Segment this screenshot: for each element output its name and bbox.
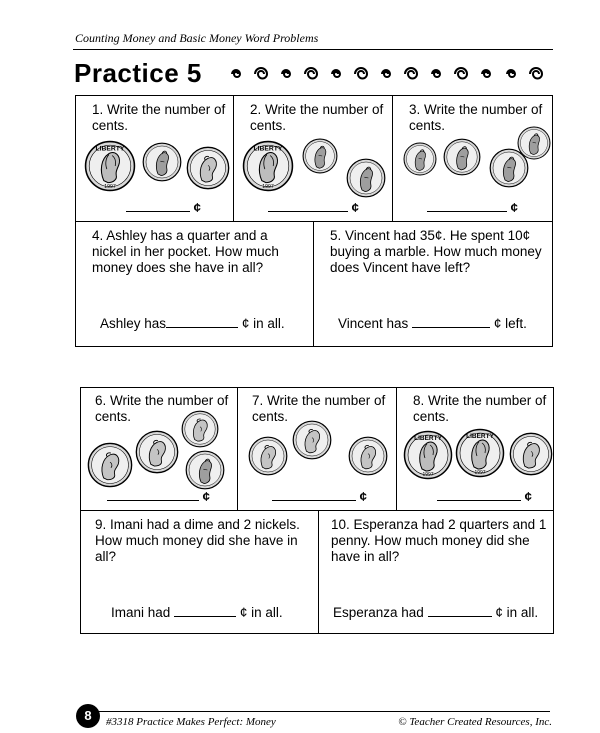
- spiral-icon: [530, 68, 542, 79]
- problem-6: [81, 388, 237, 510]
- coin-set: [238, 414, 396, 486]
- worksheet-grid-bottom: [80, 387, 554, 634]
- problem-4: [76, 222, 313, 347]
- coin-set: [81, 410, 237, 490]
- answer-line[interactable]: Esperanza had ¢ in all.: [333, 605, 539, 620]
- quarter-coin-icon: [455, 428, 505, 478]
- answer-blank[interactable]: ¢: [126, 200, 201, 216]
- problem-5: [314, 222, 553, 347]
- nickel-coin-icon: [87, 442, 133, 488]
- coin-year-text: 1997: [474, 470, 486, 476]
- nickel-coin-icon: [181, 410, 219, 448]
- problem-text: 6. Write the number of cents.: [95, 393, 229, 424]
- penny-coin-icon: [346, 158, 386, 198]
- spiral-icon: [482, 70, 490, 77]
- coin-liberty-text: LIBERTY: [414, 435, 442, 442]
- quarter-coin-icon: [84, 140, 136, 192]
- spiral-icon: [355, 68, 367, 79]
- quarter-coin-icon: [403, 430, 453, 480]
- problem-8: [397, 388, 554, 510]
- coin-year-text: 1997: [104, 183, 116, 190]
- quarter-coin-icon: [242, 140, 294, 192]
- header-rule: [73, 49, 553, 50]
- spiral-icon: [405, 68, 417, 79]
- answer-blank[interactable]: ¢: [427, 200, 518, 216]
- coin-set: [234, 136, 392, 196]
- spiral-icon: [332, 70, 340, 77]
- problem-text: 3. Write the number of cents.: [409, 102, 543, 133]
- penny-coin-icon: [443, 138, 481, 176]
- spiral-icon: [382, 70, 390, 77]
- penny-coin-icon: [142, 142, 182, 182]
- spiral-icon: [455, 68, 467, 79]
- problem-10: [319, 511, 554, 634]
- problem-3: [393, 96, 553, 221]
- coin-liberty-text: LIBERTY: [466, 433, 494, 440]
- answer-blank[interactable]: ¢: [268, 200, 359, 216]
- problem-2: [234, 96, 392, 221]
- footer-book-title: #3318 Practice Makes Perfect: Money: [106, 716, 276, 728]
- spiral-icon: [255, 68, 267, 79]
- coin-liberty-text: LIBERTY: [95, 145, 125, 153]
- coin-year-text: 1997: [262, 183, 274, 190]
- problem-text: 8. Write the number of cents.: [413, 393, 547, 424]
- nickel-coin-icon: [292, 420, 332, 460]
- answer-line[interactable]: Imani had ¢ in all.: [111, 605, 283, 620]
- problem-text: 7. Write the number of cents.: [252, 393, 386, 424]
- nickel-coin-icon: [348, 436, 388, 476]
- footer-rule: [80, 711, 550, 712]
- problem-text: 2. Write the number of cents.: [250, 102, 384, 133]
- nickel-coin-icon: [186, 146, 230, 190]
- worksheet-grid-top: [75, 95, 553, 347]
- coin-year-text: 1997: [422, 472, 434, 478]
- penny-coin-icon: [302, 138, 338, 174]
- page-number: 8: [76, 704, 100, 728]
- coin-liberty-text: LIBERTY: [253, 145, 283, 153]
- problem-text: 5. Vincent had 35¢. He spent 10¢ buying a marble. How much money does Vincent have left?: [330, 228, 542, 275]
- coin-set: [76, 136, 233, 196]
- nickel-coin-icon: [135, 430, 179, 474]
- footer-copyright: © Teacher Created Resources, Inc.: [398, 716, 552, 728]
- answer-blank[interactable]: ¢: [107, 489, 210, 505]
- spiral-icon: [432, 70, 440, 77]
- answer-blank[interactable]: ¢: [437, 489, 532, 505]
- spiral-icon: [305, 68, 317, 79]
- problem-text: 4. Ashley has a quarter and a nickel in her pocket. How much money does she have in all?: [92, 228, 279, 275]
- nickel-coin-icon: [509, 432, 553, 476]
- series-title: Counting Money and Basic Money Word Problems: [75, 31, 319, 45]
- coin-set: [393, 126, 553, 198]
- spiral-icon: [232, 70, 240, 77]
- nickel-coin-icon: [248, 436, 288, 476]
- penny-coin-icon: [517, 126, 551, 160]
- problem-1: [76, 96, 233, 221]
- problem-7: [238, 388, 396, 510]
- spiral-icon: [282, 70, 290, 77]
- problem-text: 1. Write the number of cents.: [92, 102, 226, 133]
- answer-line[interactable]: Vincent has ¢ left.: [338, 316, 527, 331]
- spiral-decoration: [228, 62, 553, 86]
- problem-text: 9. Imani had a dime and 2 nickels. How much money did she have in all?: [95, 517, 300, 564]
- spiral-icon: [507, 70, 515, 77]
- page-title: Practice 5: [74, 58, 202, 88]
- problem-text: 10. Esperanza had 2 quarters and 1 penny. How much money did she have in all?: [331, 517, 547, 564]
- answer-blank[interactable]: ¢: [272, 489, 367, 505]
- penny-coin-icon: [185, 450, 225, 490]
- penny-coin-icon: [403, 142, 437, 176]
- coin-set: [397, 424, 554, 486]
- problem-9: [81, 511, 318, 634]
- answer-line[interactable]: Ashley has ¢ in all.: [100, 316, 285, 331]
